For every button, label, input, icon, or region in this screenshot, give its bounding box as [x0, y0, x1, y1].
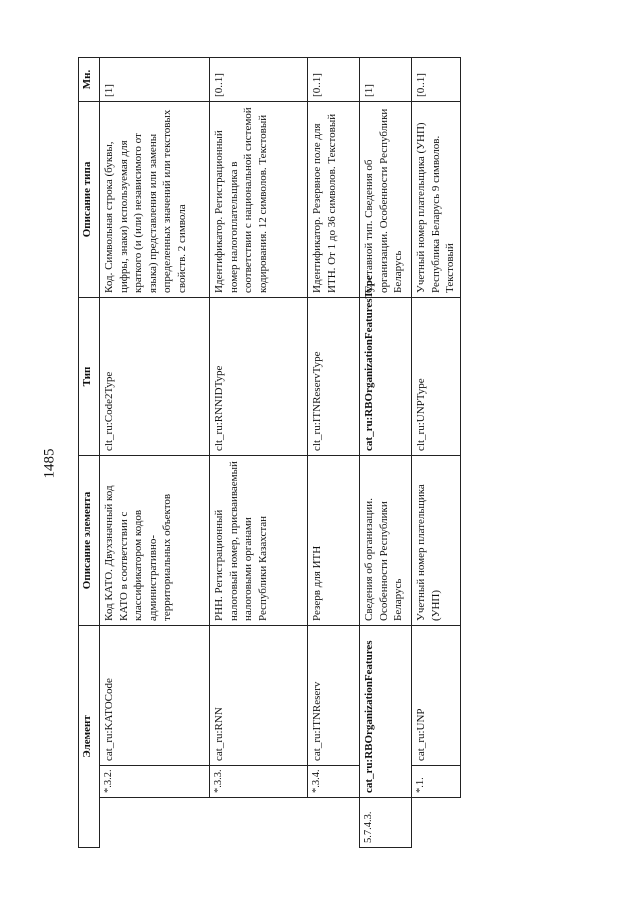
- type-name: clt_ru:UNPType: [412, 297, 461, 455]
- multiplicity: [0..1]: [412, 57, 461, 101]
- multiplicity: [0..1]: [210, 57, 308, 101]
- type-description: Учетный номер плательщика (УНП) Республика Беларусь 9 символов. Текстовый: [412, 101, 461, 297]
- header-element: Элемент: [79, 625, 100, 847]
- multiplicity: [0..1]: [308, 57, 360, 101]
- table-row: [210, 57, 308, 847]
- multiplicity: [1]: [360, 57, 412, 101]
- row-number: *.3.4.: [308, 766, 360, 798]
- header-type-description: Описание типа: [79, 101, 100, 297]
- element-description: Резерв для ИТН: [308, 455, 360, 625]
- type-description: Идентификатор. Резервное поле для ИТН. От 1 до 36 символов. Текстовый: [308, 101, 360, 297]
- rotated-table-area: [78, 58, 456, 848]
- elements-table: [78, 57, 461, 848]
- type-name: clt_ru:Code2Type: [100, 297, 210, 455]
- element-description: Сведения об организации. Особенности Республики Беларусь: [360, 455, 412, 625]
- header-multiplicity: Мн.: [79, 57, 100, 101]
- row-number: *.3.3.: [210, 766, 308, 798]
- section-number: 5.7.4.3.: [360, 798, 412, 848]
- element-name: cat_ru:RBOrganizationFeatures: [360, 625, 412, 797]
- type-name: clt_ru:RNNIDType: [210, 297, 308, 455]
- element-name: cat_ru:RNN: [210, 625, 308, 765]
- element-name: cat_ru:KATOCode: [100, 625, 210, 765]
- table-row: [308, 57, 360, 847]
- table-row: [360, 57, 412, 847]
- header-element-description: Описание элемента: [79, 455, 100, 625]
- table-row: [100, 57, 210, 847]
- multiplicity: [1]: [100, 57, 210, 101]
- header-type: Тип: [79, 297, 100, 455]
- element-name: cat_ru:ITNReserv: [308, 625, 360, 765]
- type-description: Код. Символьная строка (буквы, цифры, знаки) используемая для краткого (и (или) независимого от языка) представления или замены определенных значений или текстовых свойств. 2 символа: [100, 101, 210, 297]
- table-row: [412, 57, 461, 847]
- row-number: *.1.: [412, 766, 461, 798]
- element-description: Код КАТО. Двухзначный код КАТО в соответствии с классификатором кодов административно-территориальных объектов: [100, 455, 210, 625]
- element-description: РНН. Регистрационный налоговый номер, присваиваемый налоговыми органами Республики Казахстан: [210, 455, 308, 625]
- page-number: 1485: [41, 448, 58, 479]
- row-number: *.3.2.: [100, 766, 210, 798]
- element-name: cat_ru:UNP: [412, 625, 461, 765]
- type-name: cat_ru:RBOrganizationFeaturesType: [360, 297, 412, 455]
- table-header-row: [79, 57, 100, 847]
- element-description: Учетный номер плательщика (УНП): [412, 455, 461, 625]
- type-description: Составной тип. Сведения об организации. Особенности Республики Беларусь: [360, 101, 412, 297]
- type-description: Идентификатор. Регистрационный номер налогоплательщика в соответствии с национальной системой кодирования. 12 символов. Текстовый: [210, 101, 308, 297]
- type-name: clt_ru:ITNReservType: [308, 297, 360, 455]
